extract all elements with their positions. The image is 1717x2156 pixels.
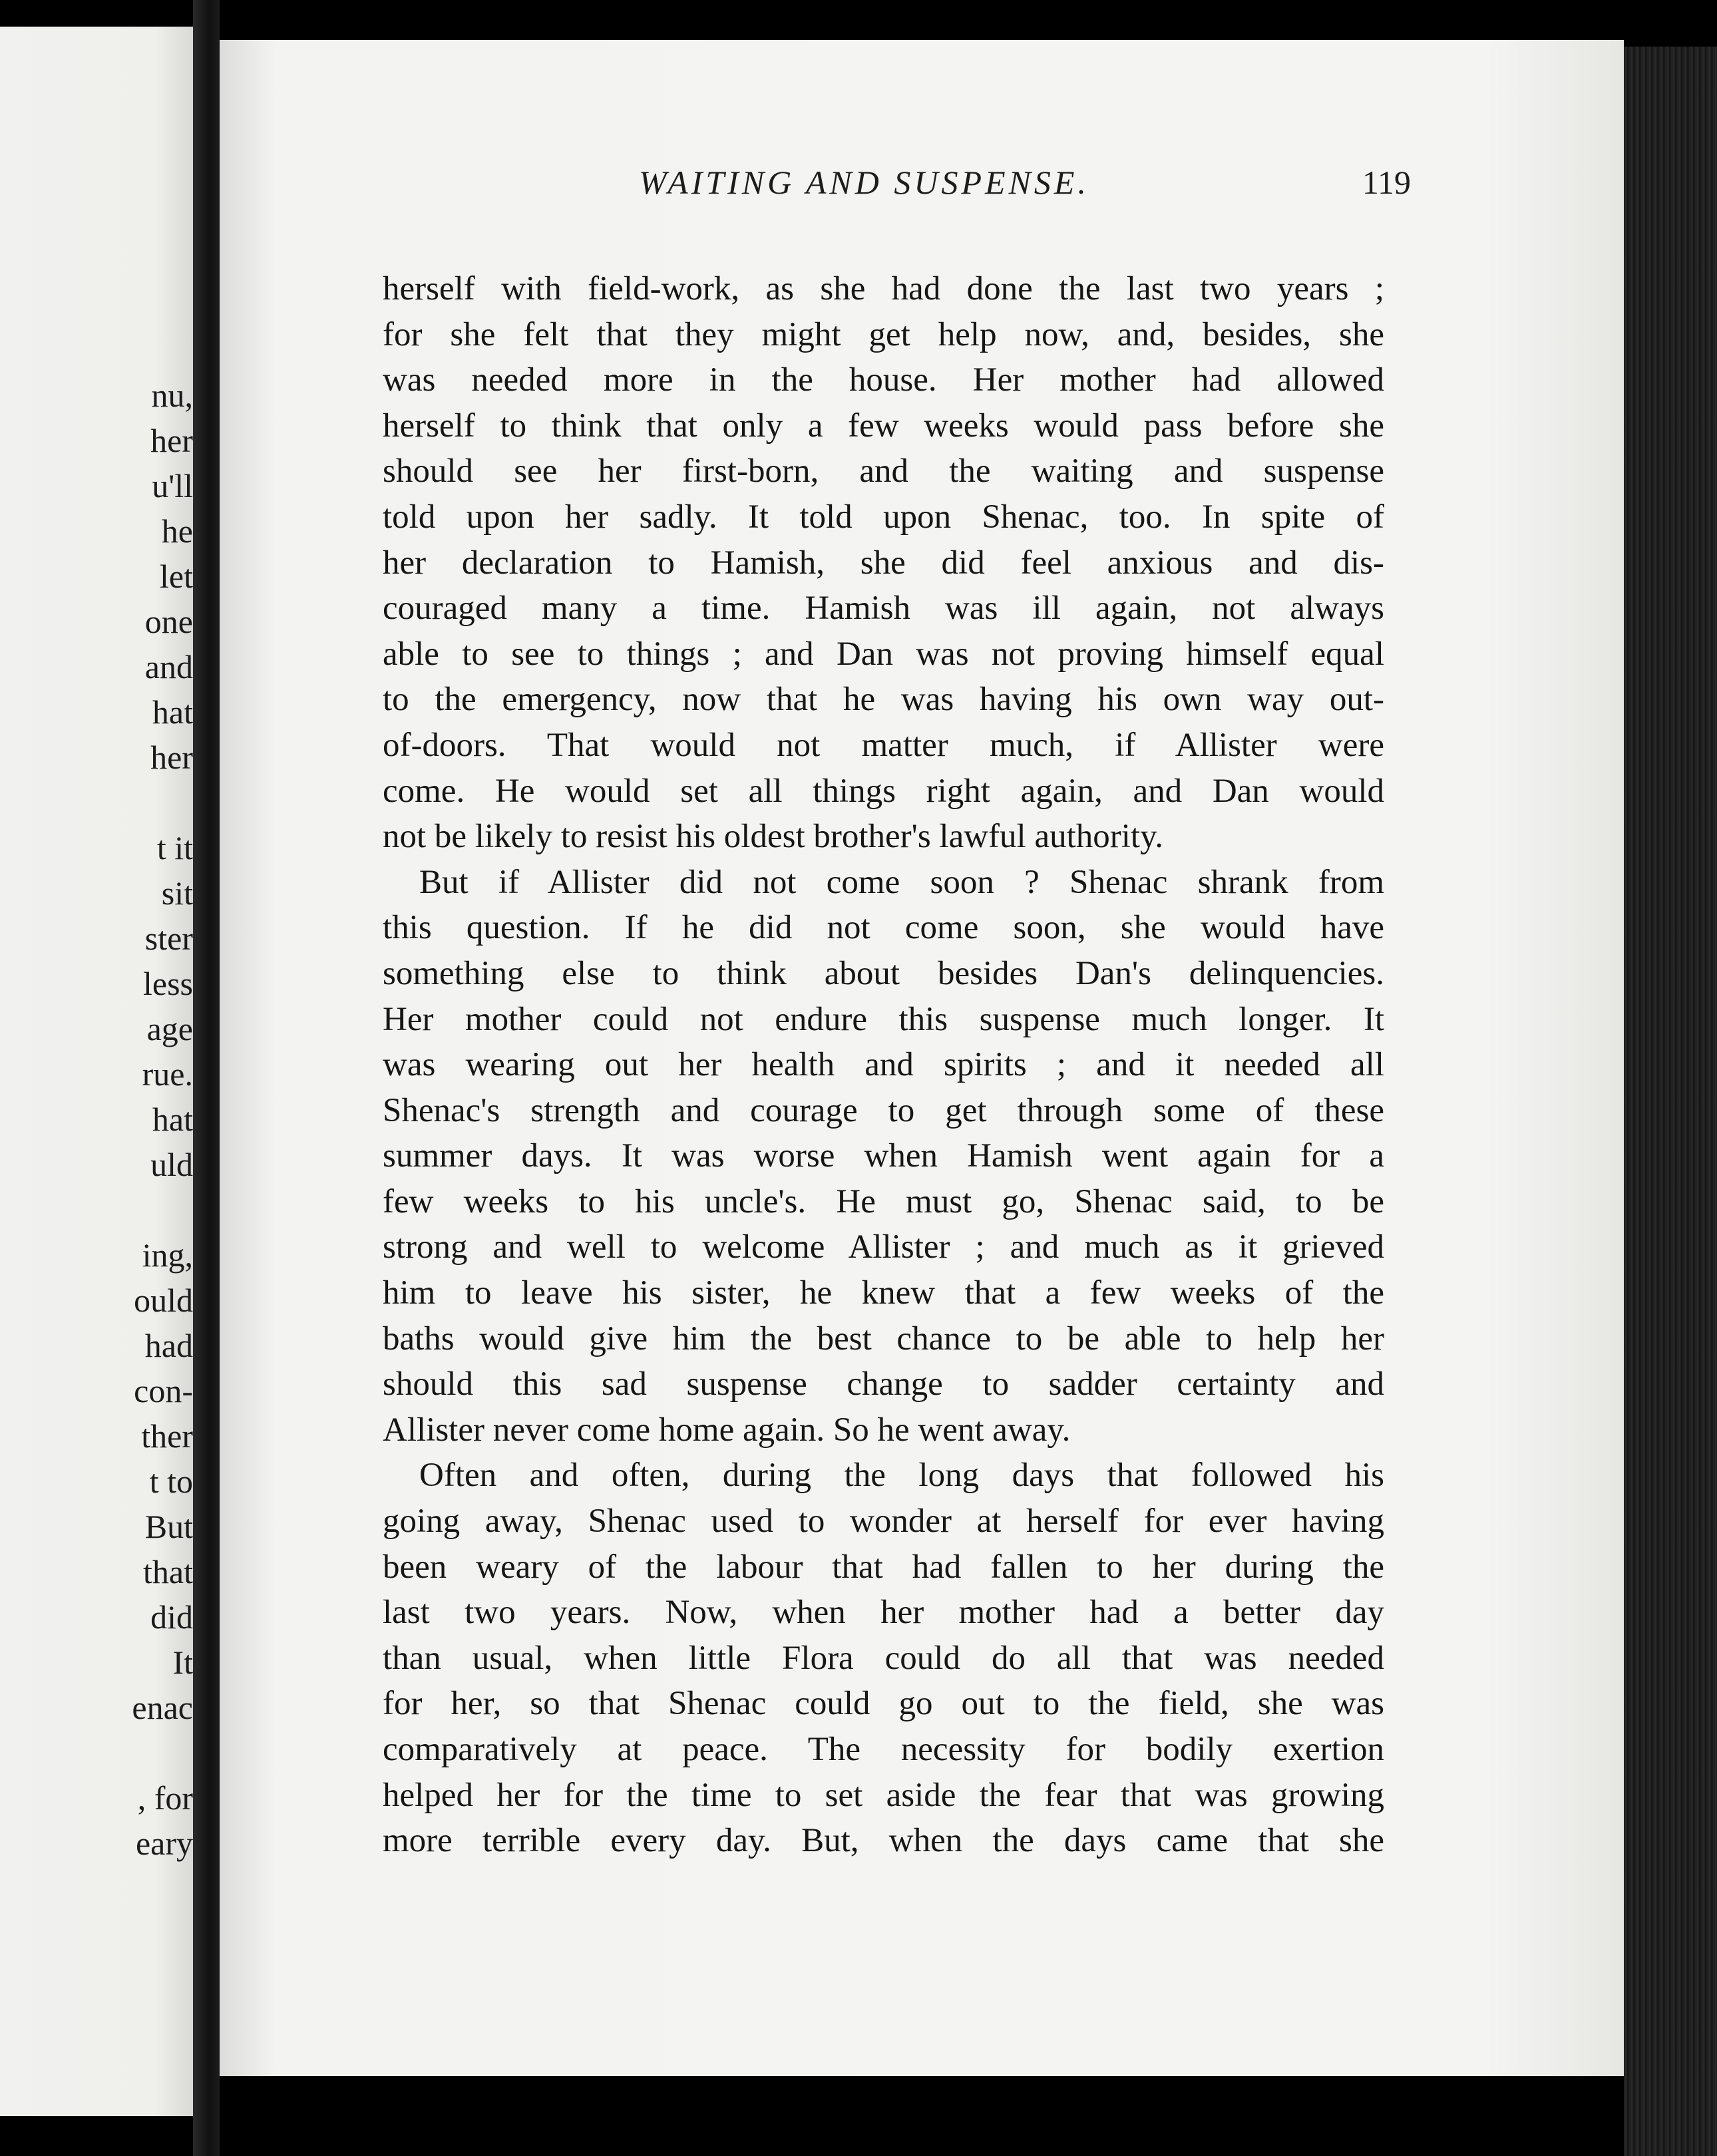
text-line: should this sad suspense change to sadder certainty and [383, 1365, 1384, 1403]
text-line: strong and well to welcome Allister ; and much as it grieved [383, 1228, 1384, 1266]
left-page-fragment: age [146, 1010, 193, 1047]
left-page-fragment: ould [134, 1282, 193, 1319]
left-page-fragment: less [143, 965, 193, 1002]
text-line: told upon her sadly. It told upon Shenac, too. In spite of [383, 498, 1384, 536]
left-page-fragment: had [144, 1327, 193, 1364]
text-line: something else to think about besides Dan's delinquencies. [383, 954, 1384, 992]
left-page-fragment: that [143, 1553, 193, 1590]
text-line: going away, Shenac used to wonder at herself for ever having [383, 1503, 1384, 1540]
text-line: was needed more in the house. Her mother had allowed [383, 361, 1384, 399]
left-page-fragment: nu, [151, 377, 193, 414]
text-line: this question. If he did not come soon, she would have [383, 909, 1384, 947]
left-page-fragment: It [172, 1644, 193, 1681]
left-page-fragment: hat [152, 693, 193, 731]
left-page-fragment: t to [149, 1463, 193, 1500]
page-number: 119 [1362, 164, 1411, 201]
left-page-fragment: did [150, 1598, 193, 1636]
left-page-fragment: ther [141, 1417, 193, 1455]
text-line: of-doors. That would not matter much, if Allister were [383, 726, 1384, 764]
page-edges [1624, 47, 1717, 2156]
left-page-fragment: u'll [152, 467, 193, 504]
text-line: not be likely to resist his oldest brother's lawful authority. [383, 818, 1164, 856]
text-line: more terrible every day. But, when the days came that she [383, 1822, 1384, 1860]
text-line: baths would give him the best chance to be able to help her [383, 1320, 1384, 1357]
left-page-fragment: con- [134, 1372, 193, 1409]
text-line: herself to think that only a few weeks would pass before she [383, 407, 1384, 445]
text-line: was wearing out her health and spirits ; and it needed all [383, 1046, 1384, 1084]
text-line: Shenac's strength and courage to get through some of these [383, 1091, 1384, 1129]
text-line: herself with field-work, as she had done the last two years ; [383, 270, 1384, 307]
left-facing-page [0, 27, 193, 2116]
text-line: last two years. Now, when her mother had a better day [383, 1594, 1384, 1632]
text-line: helped her for the time to set aside the fear that was growing [383, 1776, 1384, 1814]
left-page-fragment: he [161, 512, 193, 550]
running-head: WAITING AND SUSPENSE. [639, 164, 1089, 201]
book-gutter [193, 0, 220, 2156]
text-line: couraged many a time. Hamish was ill again, not always [383, 590, 1384, 628]
text-line: been weary of the labour that had fallen to her during the [383, 1548, 1384, 1586]
left-page-fragment: t it [156, 829, 193, 866]
text-line: summer days. It was worse when Hamish went again for a [383, 1137, 1384, 1175]
body-text [383, 266, 1384, 1864]
left-page-fragment: and [144, 648, 193, 685]
left-page-fragment: enac [132, 1689, 193, 1726]
left-page-fragment: uld [150, 1146, 193, 1183]
left-page-fragment: rue. [142, 1055, 193, 1093]
left-page-fragment: sit [161, 874, 193, 912]
left-page-fragment: ster [144, 920, 193, 957]
text-line: come. He would set all things right again, and Dan would [383, 772, 1384, 810]
text-line: few weeks to his uncle's. He must go, Shenac said, to be [383, 1182, 1384, 1220]
text-line: her declaration to Hamish, she did feel anxious and dis- [383, 544, 1384, 582]
left-page-fragment: one [144, 603, 193, 640]
text-line: for she felt that they might get help now, and, besides, she [383, 315, 1384, 353]
left-page-fragment: hat [152, 1101, 193, 1138]
text-line: comparatively at peace. The necessity for bodily exertion [383, 1731, 1384, 1768]
text-line: for her, so that Shenac could go out to the field, she was [383, 1685, 1384, 1723]
left-page-fragment: ing, [142, 1236, 193, 1274]
text-line: him to leave his sister, he knew that a few weeks of the [383, 1274, 1384, 1312]
text-line: Often and often, during the long days that followed his [419, 1457, 1384, 1495]
left-page-fragment: , for [137, 1779, 193, 1817]
left-page-fragment: let [160, 558, 193, 595]
text-line: Her mother could not endure this suspense much longer. It [383, 1000, 1384, 1038]
left-page-fragment: her [150, 739, 193, 776]
left-page-fragment: But [144, 1508, 193, 1545]
page-header [413, 163, 1411, 223]
text-line: Allister never come home again. So he went away. [383, 1411, 1071, 1449]
text-line: But if Allister did not come soon ? Shenac shrank from [419, 863, 1384, 901]
text-line: should see her first-born, and the waiting and suspense [383, 452, 1384, 490]
left-page-fragment: her [150, 422, 193, 459]
text-line: able to see to things ; and Dan was not proving himself equal [383, 635, 1384, 673]
text-line: to the emergency, now that he was having his own way out- [383, 681, 1384, 719]
text-line: than usual, when little Flora could do all that was needed [383, 1639, 1384, 1677]
left-page-fragment: eary [135, 1825, 193, 1862]
